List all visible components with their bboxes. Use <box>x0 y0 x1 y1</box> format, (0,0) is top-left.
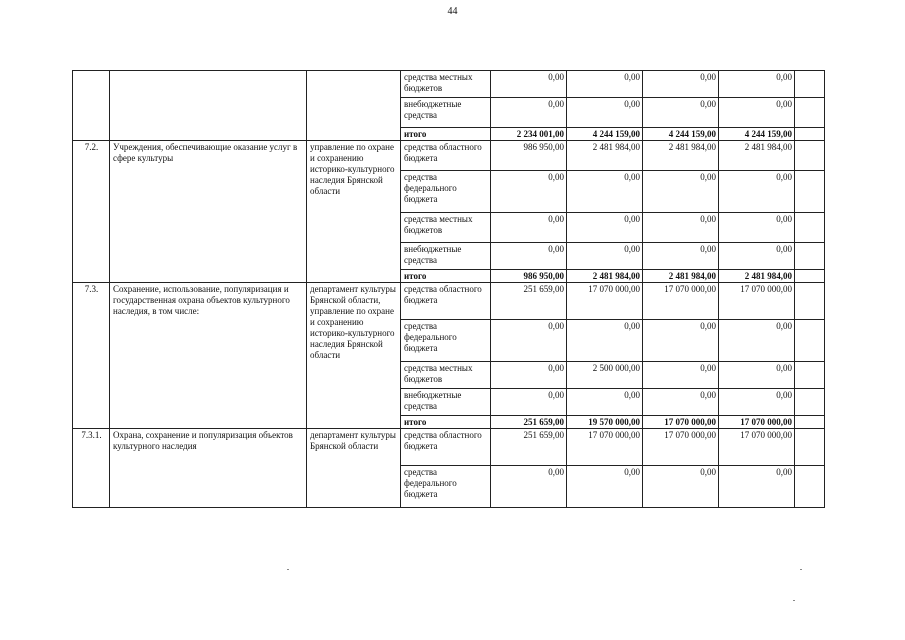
executor-cell: управление по охране и сохранению историко-культурного наследия Брянской области <box>307 141 401 283</box>
activity-name-cell <box>110 71 307 141</box>
amount-cell: 251 659,00 <box>491 416 567 429</box>
budget-table <box>72 70 825 508</box>
amount-cell: 4 244 159,00 <box>643 128 719 141</box>
empty-cell <box>795 270 825 283</box>
amount-cell: 17 070 000,00 <box>719 283 795 320</box>
amount-cell: 0,00 <box>643 243 719 270</box>
amount-cell: 0,00 <box>719 171 795 213</box>
amount-cell: 0,00 <box>643 98 719 128</box>
amount-cell: 0,00 <box>719 389 795 416</box>
funding-source: внебюджетные средства <box>401 389 491 416</box>
amount-cell: 0,00 <box>491 243 567 270</box>
funding-source: средства местных бюджетов <box>401 362 491 389</box>
amount-cell: 0,00 <box>567 171 643 213</box>
amount-cell: 0,00 <box>567 466 643 508</box>
amount-cell: 0,00 <box>719 243 795 270</box>
amount-cell: 251 659,00 <box>491 283 567 320</box>
funding-source: средства федерального бюджета <box>401 171 491 213</box>
amount-cell: 0,00 <box>643 466 719 508</box>
amount-cell: 0,00 <box>491 171 567 213</box>
amount-cell: 0,00 <box>643 320 719 362</box>
empty-cell <box>795 429 825 466</box>
empty-cell <box>795 171 825 213</box>
activity-name-cell: Охрана, сохранение и популяризация объектов культурного наследия <box>110 429 307 508</box>
funding-source: средства федерального бюджета <box>401 466 491 508</box>
amount-cell: 2 481 984,00 <box>567 141 643 171</box>
amount-cell: 17 070 000,00 <box>643 283 719 320</box>
amount-cell: 19 570 000,00 <box>567 416 643 429</box>
funding-source: средства областного бюджета <box>401 283 491 320</box>
empty-cell <box>795 98 825 128</box>
funding-source: средства областного бюджета <box>401 429 491 466</box>
empty-cell <box>795 320 825 362</box>
amount-cell: 0,00 <box>719 213 795 243</box>
amount-cell: 0,00 <box>491 71 567 98</box>
funding-source: внебюджетные средства <box>401 98 491 128</box>
table-row <box>73 71 825 98</box>
amount-cell: 986 950,00 <box>491 270 567 283</box>
empty-cell <box>795 283 825 320</box>
amount-cell: 2 481 984,00 <box>719 141 795 171</box>
amount-cell: 0,00 <box>567 389 643 416</box>
table-row <box>73 283 825 320</box>
row-number-cell <box>73 71 110 141</box>
amount-cell: 0,00 <box>643 171 719 213</box>
amount-cell: 4 244 159,00 <box>567 128 643 141</box>
amount-cell: 0,00 <box>567 98 643 128</box>
amount-cell: 2 481 984,00 <box>643 141 719 171</box>
row-number-cell: 7.3. <box>73 283 110 429</box>
empty-cell <box>795 213 825 243</box>
amount-cell: 2 234 001,00 <box>491 128 567 141</box>
amount-cell: 17 070 000,00 <box>719 416 795 429</box>
amount-cell: 0,00 <box>643 362 719 389</box>
funding-source: средства местных бюджетов <box>401 213 491 243</box>
executor-cell <box>307 71 401 141</box>
amount-cell: 0,00 <box>643 213 719 243</box>
funding-source-total: итого <box>401 128 491 141</box>
amount-cell: 2 481 984,00 <box>567 270 643 283</box>
scan-speck <box>800 569 802 570</box>
page-number: 44 <box>447 6 458 17</box>
funding-source: средства федерального бюджета <box>401 320 491 362</box>
amount-cell: 0,00 <box>643 71 719 98</box>
amount-cell: 17 070 000,00 <box>643 416 719 429</box>
empty-cell <box>795 71 825 98</box>
amount-cell: 0,00 <box>567 243 643 270</box>
table-row <box>73 141 825 171</box>
empty-cell <box>795 141 825 171</box>
amount-cell: 0,00 <box>719 320 795 362</box>
scan-speck <box>287 569 289 570</box>
amount-cell: 2 481 984,00 <box>643 270 719 283</box>
amount-cell: 0,00 <box>719 98 795 128</box>
amount-cell: 0,00 <box>719 466 795 508</box>
empty-cell <box>795 128 825 141</box>
amount-cell: 0,00 <box>567 320 643 362</box>
executor-cell: департамент культуры Брянской области, управление по охране и сохранению историко-культурного наследия Брянской области <box>307 283 401 429</box>
amount-cell: 0,00 <box>719 362 795 389</box>
amount-cell: 0,00 <box>643 389 719 416</box>
funding-source-total: итого <box>401 270 491 283</box>
amount-cell: 0,00 <box>491 466 567 508</box>
amount-cell: 0,00 <box>567 213 643 243</box>
amount-cell: 2 500 000,00 <box>567 362 643 389</box>
row-number-cell: 7.3.1. <box>73 429 110 508</box>
amount-cell: 0,00 <box>491 389 567 416</box>
amount-cell: 0,00 <box>719 71 795 98</box>
empty-cell <box>795 362 825 389</box>
activity-name-cell: Учреждения, обеспечивающие оказание услуг в сфере культуры <box>110 141 307 283</box>
amount-cell: 0,00 <box>491 213 567 243</box>
amount-cell: 0,00 <box>491 362 567 389</box>
amount-cell: 17 070 000,00 <box>643 429 719 466</box>
activity-name-cell: Сохранение, использование, популяризация и государственная охрана объектов культурного наследия, в том числе: <box>110 283 307 429</box>
amount-cell: 17 070 000,00 <box>719 429 795 466</box>
amount-cell: 17 070 000,00 <box>567 429 643 466</box>
scan-speck <box>793 600 795 601</box>
empty-cell <box>795 416 825 429</box>
empty-cell <box>795 389 825 416</box>
amount-cell: 986 950,00 <box>491 141 567 171</box>
amount-cell: 0,00 <box>491 98 567 128</box>
amount-cell: 251 659,00 <box>491 429 567 466</box>
funding-source-total: итого <box>401 416 491 429</box>
funding-source: средства областного бюджета <box>401 141 491 171</box>
table-row <box>73 429 825 466</box>
executor-cell: департамент культуры Брянской области <box>307 429 401 508</box>
funding-source: средства местных бюджетов <box>401 71 491 98</box>
amount-cell: 17 070 000,00 <box>567 283 643 320</box>
amount-cell: 2 481 984,00 <box>719 270 795 283</box>
empty-cell <box>795 243 825 270</box>
empty-cell <box>795 466 825 508</box>
amount-cell: 0,00 <box>567 71 643 98</box>
funding-source: внебюджетные средства <box>401 243 491 270</box>
row-number-cell: 7.2. <box>73 141 110 283</box>
amount-cell: 0,00 <box>491 320 567 362</box>
amount-cell: 4 244 159,00 <box>719 128 795 141</box>
